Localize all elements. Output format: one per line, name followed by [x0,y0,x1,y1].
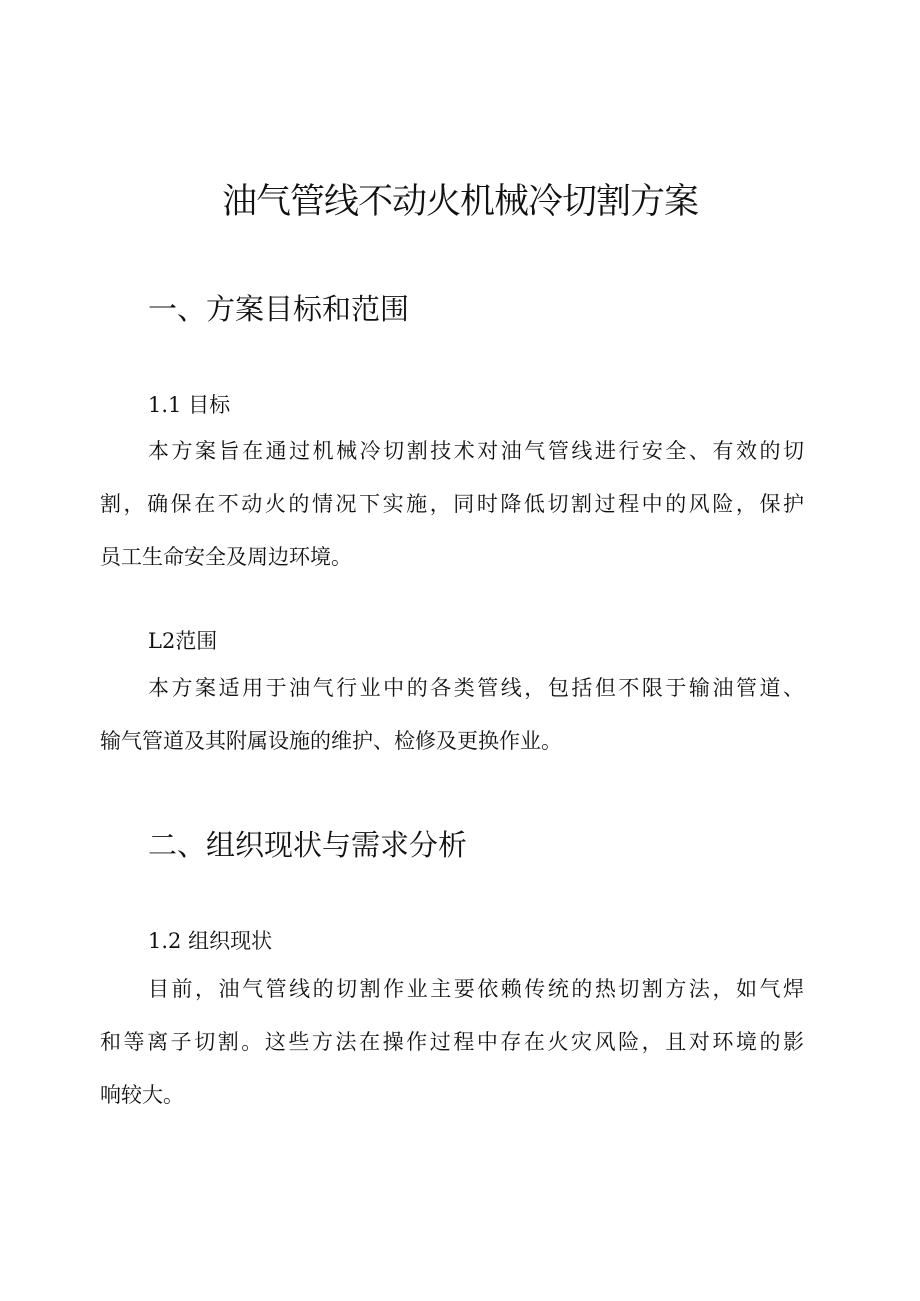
paragraph-line: 割，确保在不动火的情况下实施，同时降低切割过程中的风险，保护 [100,492,804,516]
paragraph-line: 员工生命安全及周边环境。 [100,545,352,569]
subsection-heading-goal: 1.1 目标 [148,393,231,417]
paragraph-line: 响较大。 [100,1083,184,1107]
paragraph-goal [100,425,804,584]
paragraph-line: 输气管道及其附属设施的维护、检修及更换作业。 [100,729,562,753]
section-heading-status-analysis: 二、组织现状与需求分析 [148,828,468,862]
subsection-heading-scope: L2范围 [148,629,218,653]
document-title: 油气管线不动火机械冷切割方案 [221,182,698,222]
paragraph-line: 本方案旨在通过机械冷切割技术对油气管线进行安全、有效的切 [148,439,804,463]
paragraph-scope [100,662,804,768]
paragraph-line: 本方案适用于油气行业中的各类管线，包括但不限于输油管道、 [148,676,804,700]
section-heading-goals-scope: 一、方案目标和范围 [148,292,410,326]
subsection-heading-org-status: 1.2 组织现状 [148,929,273,953]
paragraph-line: 和等离子切割。这些方法在操作过程中存在火灾风险，且对环境的影 [100,1030,804,1054]
paragraph-line: 目前，油气管线的切割作业主要依赖传统的热切割方法，如气焊 [148,977,804,1001]
paragraph-org-status [100,963,804,1122]
